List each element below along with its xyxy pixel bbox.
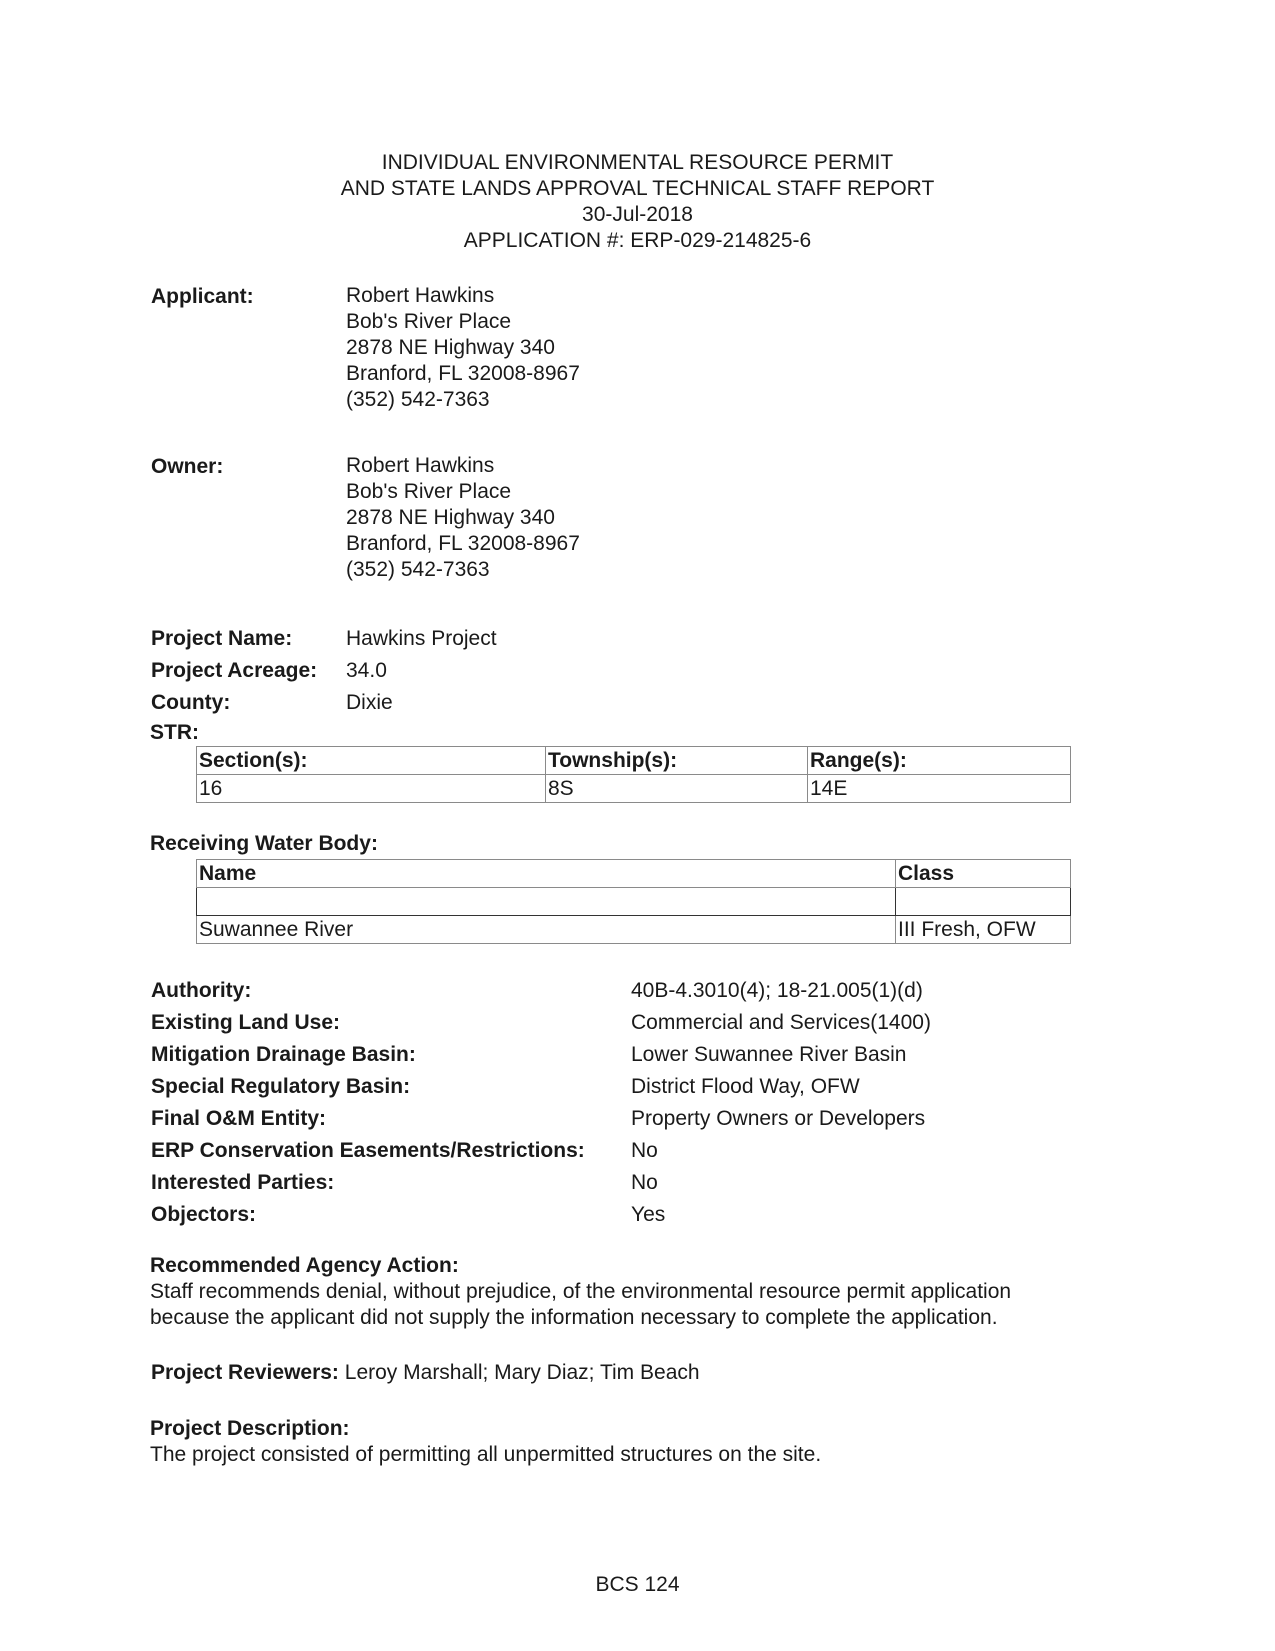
str-township-value: 8S — [546, 775, 808, 803]
report-date: 30-Jul-2018 — [582, 203, 693, 226]
conservation-easements-value: No — [631, 1139, 658, 1162]
str-table — [196, 746, 1071, 803]
existing-land-use-label: Existing Land Use: — [151, 1011, 341, 1034]
water-body-empty-name — [197, 888, 896, 916]
str-range-value: 14E — [808, 775, 1071, 803]
mitigation-basin-value: Lower Suwannee River Basin — [631, 1043, 907, 1066]
description-label: Project Description: — [150, 1417, 350, 1440]
applicant-business: Bob's River Place — [346, 310, 512, 333]
conservation-easements-label: ERP Conservation Easements/Restrictions: — [151, 1139, 585, 1162]
interested-parties-label: Interested Parties: — [151, 1171, 335, 1194]
reviewers-value: Leroy Marshall; Mary Diaz; Tim Beach — [344, 1361, 700, 1384]
reviewers-section — [151, 1360, 1151, 1386]
county-label: County: — [151, 691, 231, 714]
water-body-label: Receiving Water Body: — [150, 832, 378, 855]
objectors-value: Yes — [631, 1203, 666, 1226]
recommendation-text-line-2: because the applicant did not supply the information necessary to complete the application. — [150, 1306, 998, 1329]
mitigation-basin-label: Mitigation Drainage Basin: — [151, 1043, 416, 1066]
owner-label: Owner: — [151, 455, 224, 478]
owner-phone: (352) 542-7363 — [346, 558, 490, 581]
water-body-header-row — [197, 860, 1071, 888]
owner-street: 2878 NE Highway 340 — [346, 506, 555, 529]
applicant-address — [346, 283, 580, 413]
project-acreage-label: Project Acreage: — [151, 659, 318, 682]
table-row — [197, 775, 1071, 803]
applicant-label: Applicant: — [151, 285, 254, 308]
objectors-label: Objectors: — [151, 1203, 257, 1226]
water-body-header-class: Class — [896, 860, 1071, 888]
special-basin-value: District Flood Way, OFW — [631, 1075, 860, 1098]
applicant-phone: (352) 542-7363 — [346, 388, 490, 411]
report-title-line-1: INDIVIDUAL ENVIRONMENTAL RESOURCE PERMIT — [381, 151, 894, 174]
final-om-entity-label: Final O&M Entity: — [151, 1107, 326, 1130]
page-footer-id: BCS 124 — [595, 1573, 680, 1596]
report-title-line-2: AND STATE LANDS APPROVAL TECHNICAL STAFF REPORT — [340, 177, 935, 200]
reviewers-label: Project Reviewers: — [151, 1361, 339, 1384]
recommendation-label: Recommended Agency Action: — [150, 1254, 459, 1277]
recommendation-text-line-1: Staff recommends denial, without prejudice, of the environmental resource permit application — [150, 1280, 1012, 1303]
description-section — [150, 1416, 1150, 1468]
description-text: The project consisted of permitting all unpermitted structures on the site. — [150, 1443, 822, 1466]
project-name-label: Project Name: — [151, 627, 293, 650]
water-body-table — [196, 859, 1071, 944]
authority-value: 40B-4.3010(4); 18-21.005(1)(d) — [631, 979, 923, 1002]
str-header-section: Section(s): — [197, 747, 546, 775]
water-body-header-name: Name — [197, 860, 896, 888]
str-section-value: 16 — [197, 775, 546, 803]
project-acreage-value: 34.0 — [346, 659, 387, 682]
water-body-class: III Fresh, OFW — [896, 916, 1071, 944]
water-body-name: Suwannee River — [197, 916, 896, 944]
table-row — [197, 916, 1071, 944]
existing-land-use-value: Commercial and Services(1400) — [631, 1011, 931, 1034]
special-basin-label: Special Regulatory Basin: — [151, 1075, 411, 1098]
str-header-row — [197, 747, 1071, 775]
water-body-empty-class — [896, 888, 1071, 916]
recommendation-section — [150, 1253, 1150, 1331]
str-label: STR: — [150, 721, 199, 744]
owner-address — [346, 453, 580, 583]
authority-label: Authority: — [151, 979, 252, 1002]
str-header-township: Township(s): — [546, 747, 808, 775]
application-number: APPLICATION #: ERP-029-214825-6 — [463, 229, 812, 252]
str-header-range: Range(s): — [808, 747, 1071, 775]
applicant-city: Branford, FL 32008-8967 — [346, 362, 580, 385]
interested-parties-value: No — [631, 1171, 658, 1194]
project-name-value: Hawkins Project — [346, 627, 497, 650]
final-om-entity-value: Property Owners or Developers — [631, 1107, 926, 1130]
owner-city: Branford, FL 32008-8967 — [346, 532, 580, 555]
report-header — [0, 150, 1275, 254]
owner-business: Bob's River Place — [346, 480, 512, 503]
county-value: Dixie — [346, 691, 393, 714]
table-row — [197, 888, 1071, 916]
owner-name: Robert Hawkins — [346, 454, 495, 477]
applicant-street: 2878 NE Highway 340 — [346, 336, 555, 359]
applicant-name: Robert Hawkins — [346, 284, 495, 307]
